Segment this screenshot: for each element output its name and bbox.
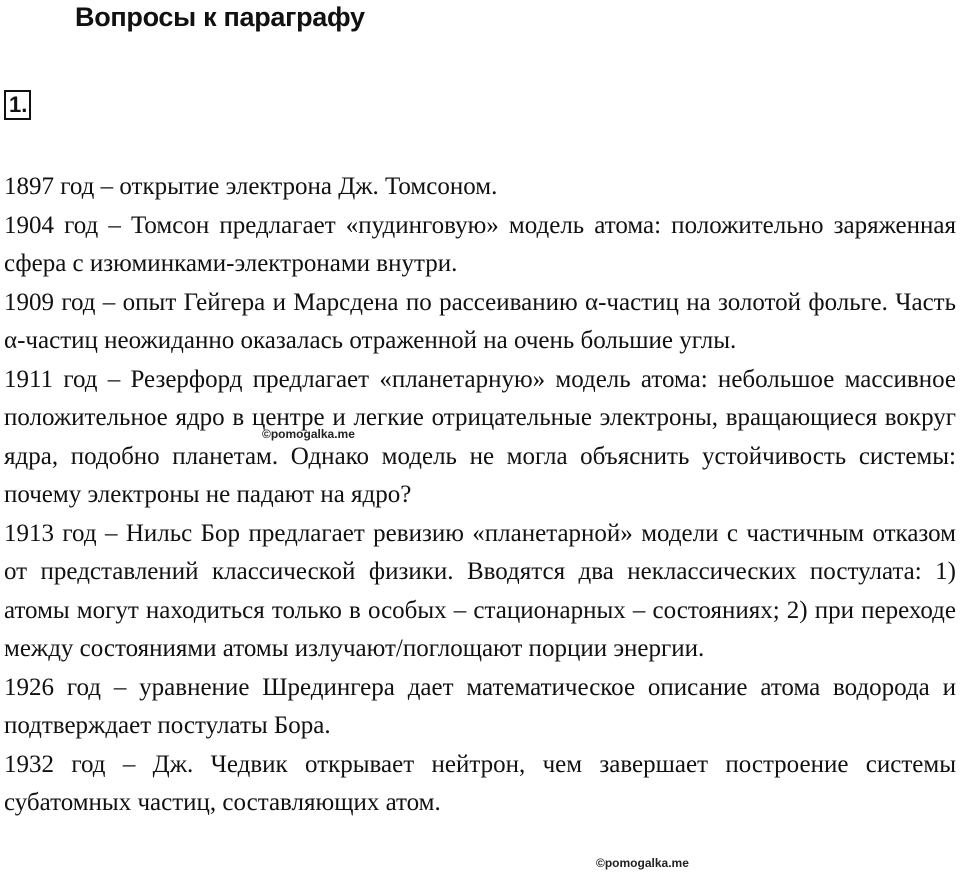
paragraph-1909: 1909 год – опыт Гейгера и Марсдена по рассеиванию α-частиц на золотой фольге. Часть α-частиц неожиданно оказалась отраженной на очень большие углы. bbox=[4, 288, 956, 354]
answer-text bbox=[4, 168, 956, 823]
question-number-box: 1. bbox=[4, 90, 31, 120]
watermark-top: ©pomogalka.me bbox=[262, 427, 355, 441]
paragraph-1904: 1904 год – Томсон предлагает «пудинговую» модель атома: положительно заряженная сфера с изюминками-электронами внутри. bbox=[4, 211, 956, 277]
paragraph-1911: 1911 год – Резерфорд предлагает «планетарную» модель атома: небольшое массивное положительное ядро в центре и легкие отрицательные электроны, вращающиеся вокруг ядра, подобно планетам. Однако модель не могла объяснить устойчивость системы: почему электроны не падают на ядро? bbox=[4, 365, 956, 508]
section-heading: Вопросы к параграфу bbox=[75, 2, 365, 32]
paragraph-1932: 1932 год – Дж. Чедвик открывает нейтрон, чем завершает построение системы субатомных частиц, составляющих атом. bbox=[4, 750, 956, 816]
paragraph-1926: 1926 год – уравнение Шредингера дает математическое описание атома водорода и подтверждает постулаты Бора. bbox=[4, 673, 956, 739]
watermark-bottom: ©pomogalka.me bbox=[596, 856, 689, 870]
paragraph-1897: 1897 год – открытие электрона Дж. Томсоном. bbox=[4, 173, 498, 200]
paragraph-1913: 1913 год – Нильс Бор предлагает ревизию «планетарной» модели с частичным отказом от представлений классической физики. Вводятся два неклассических постулата: 1) атомы могут находиться только в особых – стационарных – состояниях; 2) при переходе между состояниями атомы излучают/поглощают порции энергии. bbox=[4, 519, 956, 662]
